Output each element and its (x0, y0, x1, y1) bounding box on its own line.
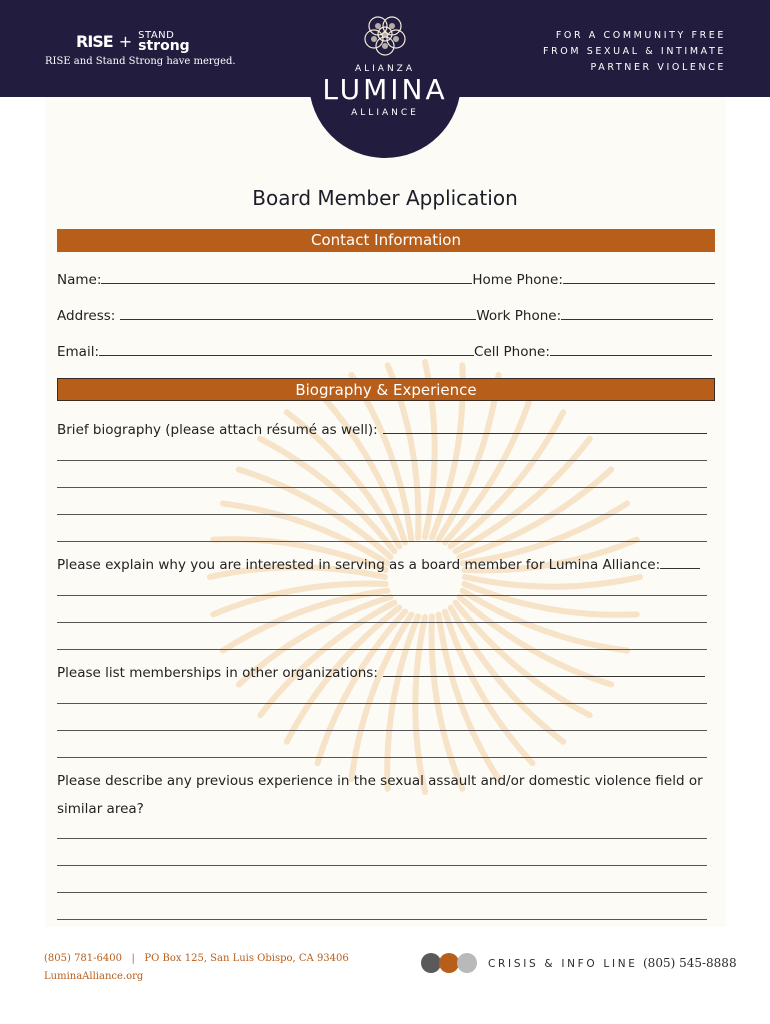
memberships-question-row (57, 665, 705, 681)
address-field[interactable] (120, 308, 476, 320)
experience-answer-line[interactable] (57, 919, 707, 920)
bio-answer-line[interactable] (57, 514, 707, 515)
email-row (57, 344, 712, 360)
interest-question-row (57, 557, 700, 573)
stand-strong-logo-text (138, 30, 190, 52)
sunburst-watermark-icon (195, 347, 655, 807)
footer-website-link[interactable]: LuminaAlliance.org (44, 971, 144, 982)
tagline-line-3: PARTNER VIOLENCE (590, 62, 726, 73)
experience-answer-line[interactable] (57, 865, 707, 866)
tagline (526, 28, 726, 76)
address-row (57, 308, 713, 324)
bio-answer-line[interactable] (57, 541, 707, 542)
memberships-field-first-line[interactable] (383, 665, 705, 677)
section-header-contact: Contact Information (57, 229, 715, 252)
name-label: Name: (57, 272, 102, 288)
rise-stand-strong-logo (76, 28, 190, 54)
email-field[interactable] (99, 344, 474, 356)
tagline-line-2: FROM SEXUAL & INTIMATE (543, 46, 726, 57)
memberships-answer-line[interactable] (57, 703, 707, 704)
footer-contact-line: (805) 781-6400 | PO Box 125, San Luis Obispo, CA 93406 (44, 953, 349, 964)
section-header-bio: Biography & Experience (57, 378, 715, 401)
plus-sign: + (118, 31, 133, 51)
three-circles-icon (421, 952, 477, 974)
name-field[interactable] (101, 272, 472, 284)
email-label: Email: (57, 344, 100, 360)
flower-logo-icon (361, 10, 409, 58)
experience-question-line-2: similar area? (57, 801, 144, 817)
merge-note: RISE and Stand Strong have merged. (45, 56, 236, 67)
memberships-question: Please list memberships in other organizations: (57, 665, 378, 681)
bio-answer-line[interactable] (57, 487, 707, 488)
logo-alianza: ALIANZA (354, 64, 416, 74)
crisis-line-label: CRISIS & INFO LINE (488, 958, 638, 970)
home-phone-field[interactable] (563, 272, 715, 284)
interest-question: Please explain why you are interested in serving as a board member for Lumina Alliance: (57, 557, 661, 573)
lumina-alliance-logo (309, 0, 461, 158)
work-phone-field[interactable] (561, 308, 713, 320)
bio-question-row (57, 422, 707, 438)
bio-answer-line[interactable] (57, 460, 707, 461)
form-page (45, 97, 726, 927)
experience-answer-line[interactable] (57, 838, 707, 839)
logo-lumina: LUMINA (322, 73, 448, 106)
experience-answer-line[interactable] (57, 892, 707, 893)
experience-question-line-1: Please describe any previous experience in the sexual assault and/or domestic violence field or (57, 773, 703, 789)
crisis-line-phone[interactable]: (805) 545-8888 (643, 956, 737, 970)
rise-logo-text: RISE (76, 31, 113, 51)
stand-text: STAND (138, 30, 175, 41)
interest-answer-line[interactable] (57, 622, 707, 623)
name-row (57, 272, 715, 288)
work-phone-label: Work Phone: (476, 308, 562, 324)
strong-text: strong (138, 38, 190, 54)
logo-alliance: ALLIANCE (351, 108, 419, 118)
tagline-line-1: FOR A COMMUNITY FREE (555, 30, 726, 41)
cell-phone-label: Cell Phone: (474, 344, 550, 360)
page-title: Board Member Application (252, 186, 518, 210)
sunburst-ray (465, 577, 640, 587)
sunburst-ray (415, 617, 425, 792)
interest-answer-line[interactable] (57, 595, 707, 596)
memberships-answer-line[interactable] (57, 730, 707, 731)
home-phone-label: Home Phone: (472, 272, 563, 288)
interest-answer-line[interactable] (57, 649, 707, 650)
bio-question: Brief biography (please attach résumé as well): (57, 422, 378, 438)
cell-phone-field[interactable] (550, 344, 712, 356)
bio-field-first-line[interactable] (383, 422, 707, 434)
memberships-answer-line[interactable] (57, 757, 707, 758)
address-label: Address: (57, 308, 116, 324)
interest-field-first-line[interactable] (660, 557, 700, 569)
footer-contact (44, 950, 349, 986)
